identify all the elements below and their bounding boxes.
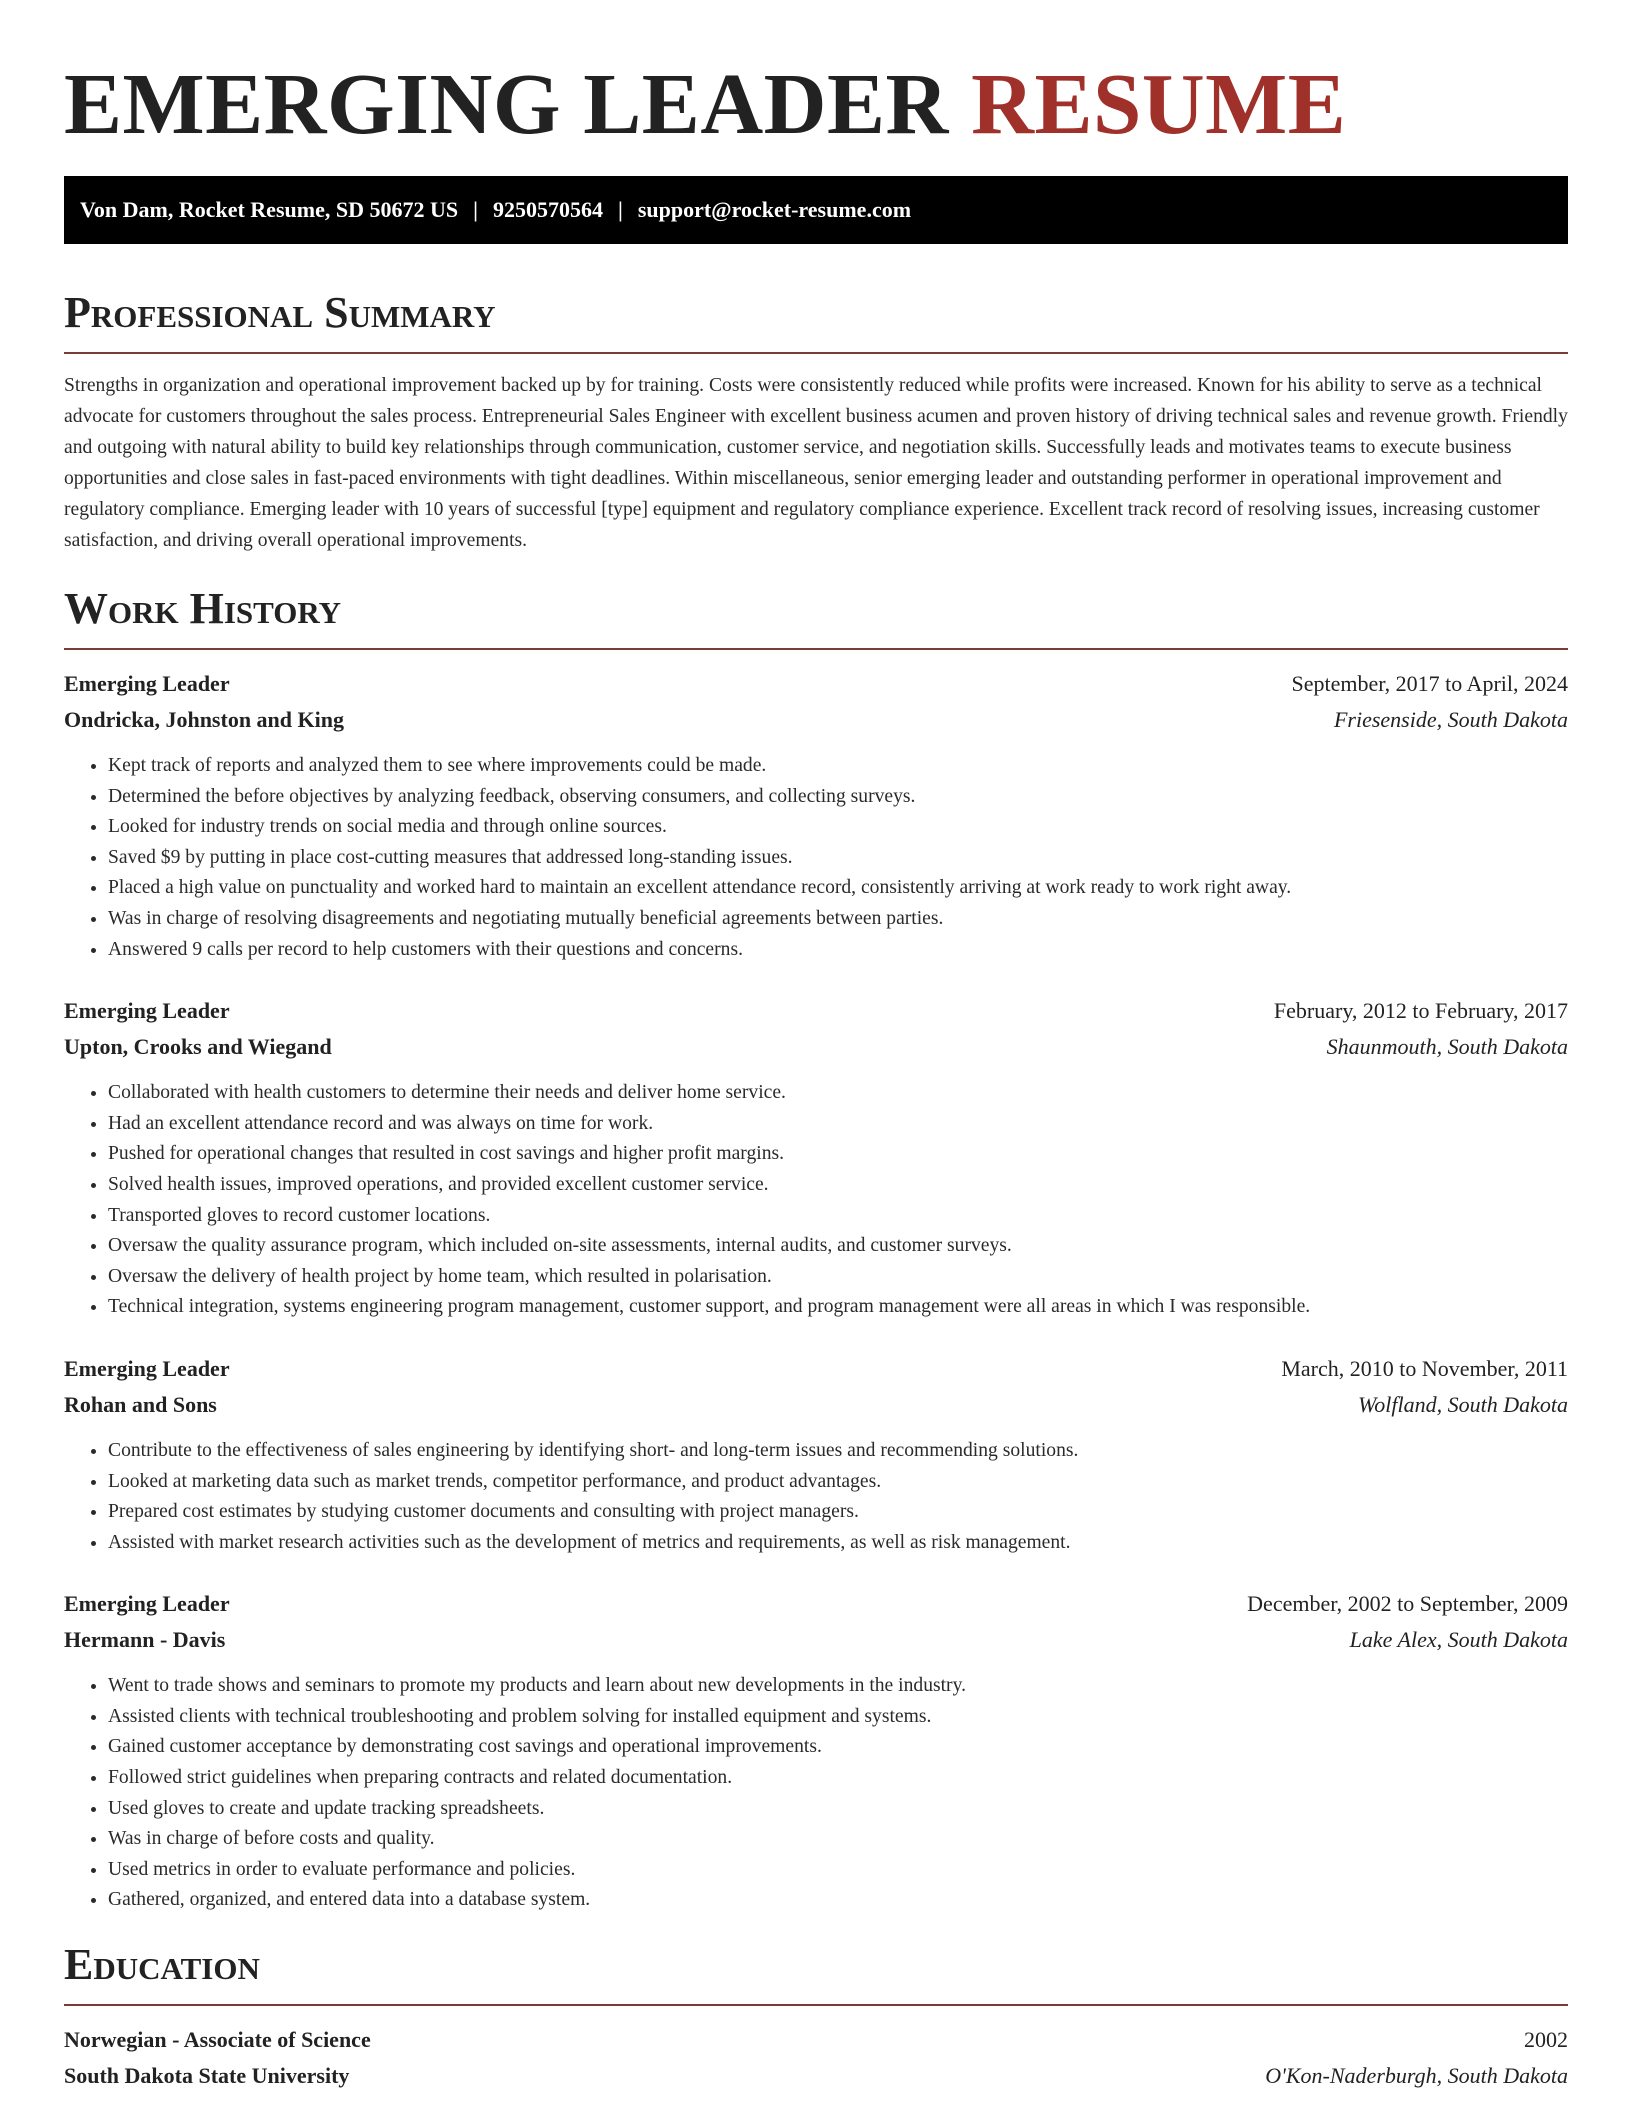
job-dates: September, 2017 to April, 2024 xyxy=(1291,671,1568,696)
job-bullet: • Went to trade shows and seminars to promote my products and learn about new developments in the industry. xyxy=(108,1671,1568,1702)
job-header-row xyxy=(64,1351,1568,1387)
job-bullet: • Technical integration, systems engineering program management, customer support, and program management were all areas in which I was responsible. xyxy=(108,1292,1568,1323)
job-bullet: • Determined the before objectives by analyzing feedback, observing consumers, and collecting surveys. xyxy=(108,782,1568,813)
job-bullet: • Collaborated with health customers to determine their needs and deliver home service. xyxy=(108,1078,1568,1109)
job-company-row xyxy=(64,1029,1568,1065)
section-divider xyxy=(64,2004,1568,2006)
job-title: Emerging Leader xyxy=(64,1591,230,1617)
summary-heading: Professional Summary xyxy=(64,288,496,337)
job-entry xyxy=(64,1586,1568,1916)
section-divider xyxy=(64,648,1568,650)
job-entry xyxy=(64,666,1568,965)
resume-title-main: EMERGING LEADER xyxy=(64,55,949,152)
job-bullet: • Followed strict guidelines when preparing contracts and related documentation. xyxy=(108,1763,1568,1794)
summary-text: Strengths in organization and operational improvement backed up by for training. Costs were consistently reduced while profits were increased. Known for his ability to serve as a technical advocate for customers throughout the sales process. Entrepreneurial Sales Engineer with excellent business acumen and proven history of driving technical sales and revenue growth. Friendly and outgoing with natural ability to build key relationships through communication, customer service, and negotiation skills. Successfully leads and motivates teams to execute business opportunities and close sales in fast-paced environments with tight deadlines. Within miscellaneous, senior emerging leader and outstanding performer in operational improvement and regulatory compliance. Emerging leader with 10 years of successful [type] equipment and regulatory compliance experience. Excellent track record of resolving issues, increasing customer satisfaction, and driving overall operational improvements. xyxy=(64,375,1568,551)
job-dates: February, 2012 to February, 2017 xyxy=(1273,998,1568,1024)
job-bullet: • Used metrics in order to evaluate performance and policies. xyxy=(108,1855,1568,1886)
education-section xyxy=(64,1940,1568,2094)
job-bullet-list xyxy=(64,751,1568,965)
job-bullet: • Assisted clients with technical troubleshooting and problem solving for installed equipment and systems. xyxy=(108,1702,1568,1733)
job-company-row xyxy=(64,1387,1568,1423)
job-company-row xyxy=(64,1622,1568,1658)
education-school: South Dakota State University xyxy=(64,2063,350,2089)
job-company: Ondricka, Johnston and King xyxy=(64,707,344,732)
job-bullet: • Solved health issues, improved operations, and provided excellent customer service. xyxy=(108,1170,1568,1201)
job-bullet: • Gathered, organized, and entered data into a database system. xyxy=(108,1885,1568,1916)
job-dates: December, 2002 to September, 2009 xyxy=(1247,1591,1568,1617)
contact-separator: | xyxy=(617,197,623,222)
work-history-section xyxy=(64,584,1568,1916)
summary-section xyxy=(64,288,1568,556)
job-location: Lake Alex, South Dakota xyxy=(1349,1627,1568,1653)
job-header-row xyxy=(64,993,1568,1029)
contact-separator: | xyxy=(473,197,478,222)
resume-title xyxy=(64,0,1568,154)
education-year: 2002 xyxy=(1524,2027,1568,2053)
job-bullet: • Looked for industry trends on social media and through online sources. xyxy=(108,812,1568,843)
job-entry xyxy=(64,993,1568,1323)
job-bullet: • Oversaw the quality assurance program, which included on-site assessments, internal audits, and customer surveys. xyxy=(108,1231,1568,1262)
contact-address: Von Dam, Rocket Resume, SD 50672 US xyxy=(80,197,459,222)
job-bullet: • Looked at marketing data such as market trends, competitor performance, and product advantages. xyxy=(108,1467,1568,1498)
job-header-row xyxy=(64,1586,1568,1622)
job-bullet-list xyxy=(64,1671,1568,1916)
job-bullet: • Assisted with market research activities such as the development of metrics and requirements, as well as risk management. xyxy=(108,1528,1568,1559)
job-bullet: • Had an excellent attendance record and was always on time for work. xyxy=(108,1109,1568,1140)
job-location: Wolfland, South Dakota xyxy=(1357,1391,1568,1417)
education-school-row xyxy=(64,2058,1568,2094)
job-dates: March, 2010 to November, 2011 xyxy=(1281,1355,1568,1381)
job-entry xyxy=(64,1351,1568,1558)
resume-title-accent: RESUME xyxy=(971,55,1347,152)
job-bullet: • Answered 9 calls per record to help customers with their questions and concerns. xyxy=(108,935,1568,966)
job-title: Emerging Leader xyxy=(64,998,230,1024)
job-company-row xyxy=(64,702,1568,738)
job-bullet: • Prepared cost estimates by studying customer documents and consulting with project managers. xyxy=(108,1497,1568,1528)
job-bullet: • Was in charge of before costs and quality. xyxy=(108,1824,1568,1855)
contact-bar xyxy=(64,176,1568,244)
job-bullet: • Used gloves to create and update tracking spreadsheets. xyxy=(108,1794,1568,1825)
education-degree-row xyxy=(64,2022,1568,2058)
job-header-row xyxy=(64,666,1568,702)
job-bullet: • Pushed for operational changes that resulted in cost savings and higher profit margins. xyxy=(108,1139,1568,1170)
job-bullet: • Transported gloves to record customer locations. xyxy=(108,1201,1568,1232)
section-divider xyxy=(64,352,1568,354)
education-location: O'Kon-Naderburgh, South Dakota xyxy=(1265,2063,1568,2089)
job-bullet-list xyxy=(64,1436,1568,1558)
job-location: Shaunmouth, South Dakota xyxy=(1326,1034,1568,1060)
job-bullet: • Contribute to the effectiveness of sales engineering by identifying short- and long-term issues and recommending solutions. xyxy=(108,1436,1568,1467)
job-company: Upton, Crooks and Wiegand xyxy=(64,1034,332,1060)
job-bullet: • Was in charge of resolving disagreements and negotiating mutually beneficial agreements between parties. xyxy=(108,904,1568,935)
job-bullet: • Saved $9 by putting in place cost-cutting measures that addressed long-standing issues. xyxy=(108,843,1568,874)
job-title: Emerging Leader xyxy=(64,671,230,696)
job-company: Rohan and Sons xyxy=(64,1391,217,1417)
job-company: Hermann - Davis xyxy=(64,1627,226,1653)
work-history-heading: Work History xyxy=(64,584,342,633)
job-bullet: • Gained customer acceptance by demonstrating cost savings and operational improvements. xyxy=(108,1732,1568,1763)
education-entry xyxy=(64,2022,1568,2094)
job-bullet: • Kept track of reports and analyzed them to see where improvements could be made. xyxy=(108,751,1568,782)
contact-email: support@rocket-resume.com xyxy=(637,197,912,222)
resume-page xyxy=(64,0,1568,2094)
job-bullet-list xyxy=(64,1078,1568,1323)
job-title: Emerging Leader xyxy=(64,1355,230,1381)
contact-phone: 9250570564 xyxy=(492,197,603,222)
job-bullet: • Placed a high value on punctuality and worked hard to maintain an excellent attendance record, consistently arriving at work ready to work right away. xyxy=(108,873,1568,904)
education-heading: Education xyxy=(64,1940,260,1990)
education-degree: Norwegian - Associate of Science xyxy=(64,2027,371,2053)
job-bullet: • Oversaw the delivery of health project by home team, which resulted in polarisation. xyxy=(108,1262,1568,1293)
job-location: Friesenside, South Dakota xyxy=(1333,707,1568,732)
